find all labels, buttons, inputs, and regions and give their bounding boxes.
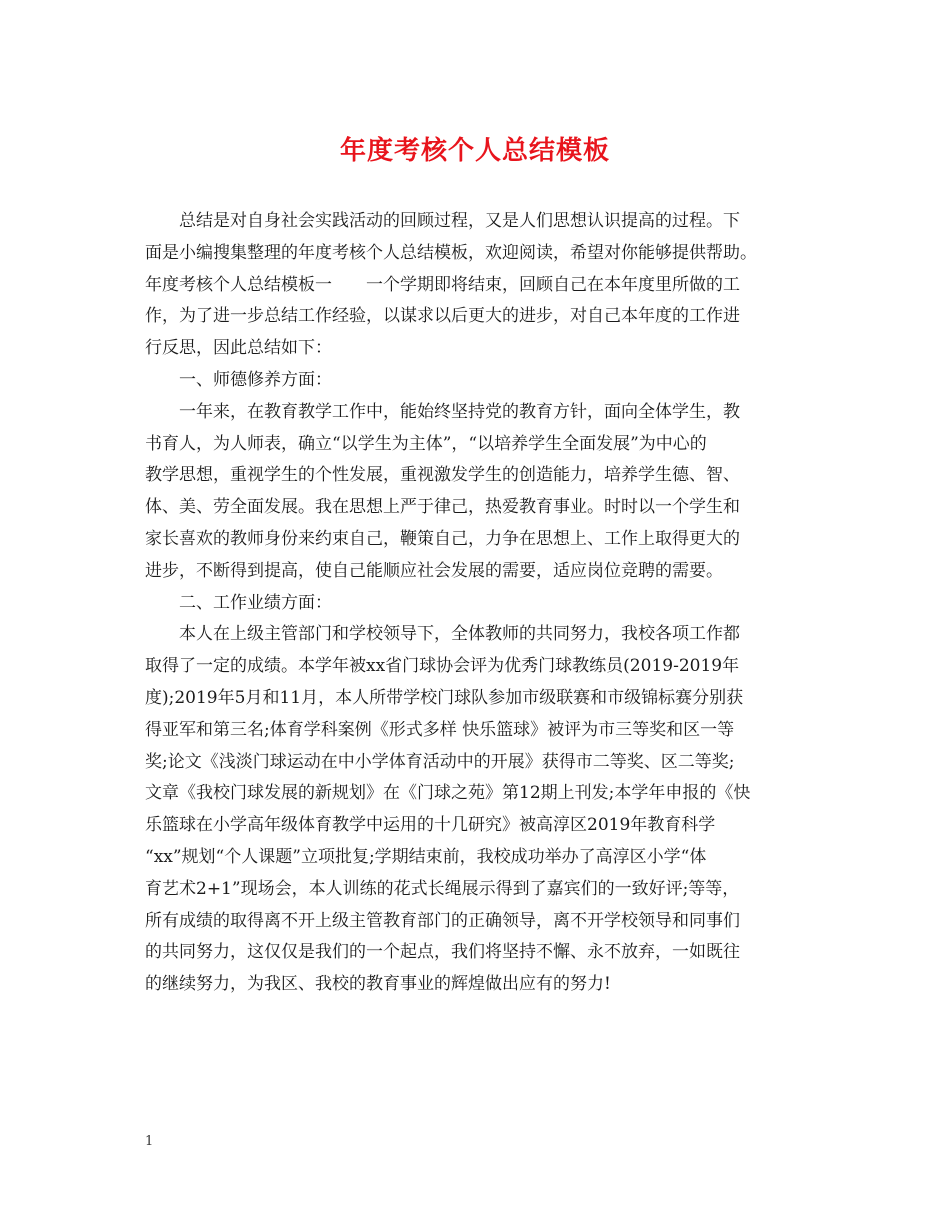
paragraph-line: 得亚军和第三名;体育学科案例《形式多样 快乐篮球》被评为市三等奖和区一等 [145, 719, 735, 740]
paragraph-line: 二、工作业绩方面： [179, 592, 332, 613]
paragraph-line: 一、师德修养方面： [179, 369, 332, 390]
paragraph-line: 体、美、劳全面发展。我在思想上严于律己，热爱教育事业。时时以一个学生和 [145, 497, 740, 518]
paragraph-line: 总结是对自身社会实践活动的回顾过程，又是人们思想认识提高的过程。下 [179, 211, 740, 231]
document-body [145, 206, 810, 1001]
paragraph-line: 度);2019年5月和11月，本人所带学校门球队参加市级联赛和市级锦标赛分别获 [145, 687, 744, 708]
paragraph-line: 面是小编搜集整理的年度考核个人总结模板，欢迎阅读，希望对你能够提供帮助。 [145, 242, 757, 263]
paragraph-line: 的继续努力，为我区、我校的教育事业的辉煌做出应有的努力! [145, 974, 611, 995]
paragraph-line: 行反思，因此总结如下： [145, 338, 332, 359]
paragraph-line: 的共同努力，这仅仅是我们的一个起点，我们将坚持不懈、永不放弃，一如既往 [145, 942, 740, 963]
paragraph-line: 家长喜欢的教师身份来约束自己，鞭策自己，力争在思想上、工作上取得更大的 [145, 528, 740, 549]
paragraph-line: 奖;论文《浅淡门球运动在中小学体育活动中的开展》获得市二等奖、区二等奖; [145, 751, 735, 772]
paragraph-line: 乐篮球在小学高年级体育教学中运用的十几研究》被高淳区2019年教育科学 [145, 815, 716, 836]
paragraph-line: 所有成绩的取得离不开上级主管教育部门的正确领导，离不开学校领导和同事们 [145, 910, 740, 931]
paragraph-line: “xx”规划“个人课题”立项批复;学期结束前，我校成功举办了高淳区小学“体 [145, 846, 707, 867]
paragraph-line: 进步，不断得到提高，使自己能顺应社会发展的需要，适应岗位竞聘的需要。 [145, 560, 723, 581]
paragraph-line: 书育人，为人师表，确立“以学生为主体”，“以培养学生全面发展”为中心的 [145, 433, 707, 454]
paragraph-line: 取得了一定的成绩。本学年被xx省门球协会评为优秀门球教练员(2019-2019年 [145, 656, 740, 677]
paragraph-line: 作，为了进一步总结工作经验，以谋求以后更大的进步，对自己本年度的工作进 [145, 306, 740, 327]
paragraph-line: 教学思想，重视学生的个性发展，重视激发学生的创造能力，培养学生德、智、 [145, 465, 740, 486]
paragraph-line: 文章《我校门球发展的新规划》在《门球之苑》第12期上刊发;本学年申报的《快 [145, 783, 751, 804]
page-number: 1 [145, 1134, 154, 1149]
paragraph-line: 本人在上级主管部门和学校领导下，全体教师的共同努力，我校各项工作都 [179, 624, 740, 645]
paragraph-line: 年度考核个人总结模板一 一个学期即将结束，回顾自己在本年度里所做的工 [145, 274, 740, 295]
document-title: 年度考核个人总结模板 [339, 136, 610, 166]
paragraph-line: 育艺术2+1”现场会，本人训练的花式长绳展示得到了嘉宾们的一致好评;等等， [145, 878, 740, 899]
paragraph-line: 一年来，在教育教学工作中，能始终坚持党的教育方针，面向全体学生，教 [179, 401, 740, 422]
